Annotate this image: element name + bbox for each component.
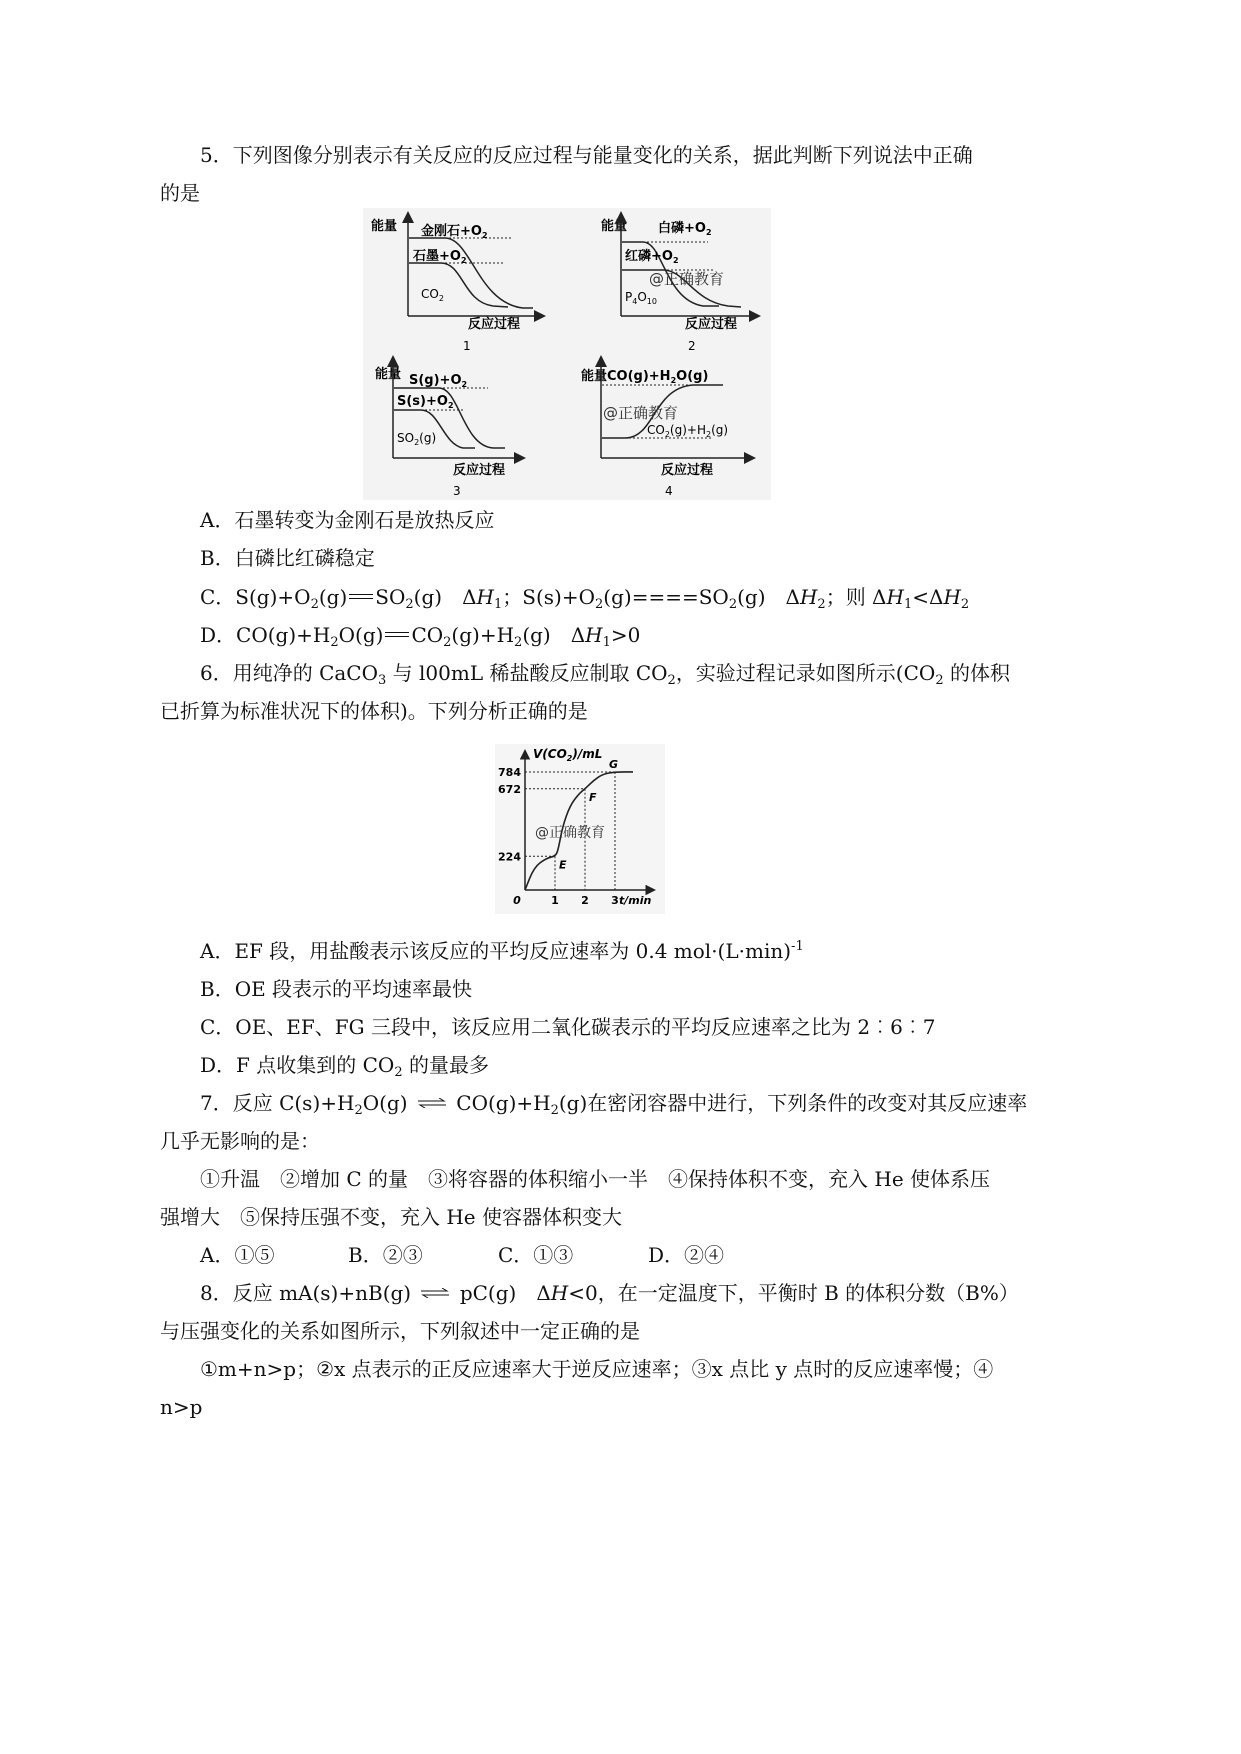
q5-stem-line2: 的是 xyxy=(160,181,200,205)
fig2-p4o10-label: $P_4O_{10}$ xyxy=(625,290,657,306)
fig1-process-label: 反应过程 xyxy=(468,317,521,332)
x-axis-title: t/min xyxy=(619,894,652,907)
fig4-process-label: 反应过程 xyxy=(661,463,714,478)
q6-option-a: A．EF 段，用盐酸表示该反应的平均反应速率为 0.4 $mol\cdot(L\cdot\min)^{-1}$ xyxy=(200,939,804,963)
fig4-reactants-label: $CO(g)+H_2O(g)$ xyxy=(607,369,709,385)
fig1-number: 1 xyxy=(463,339,471,353)
q5-option-c: C．$S(g)+O_2(g)$ $SO_2(g)$ $\Delta H_1$；$S(s)+O_2(g)====SO_2(g)$ $\Delta H_2$；则 $\Delta H_1<\Delta H_2$ xyxy=(200,585,970,612)
q6-stem-line2: 已折算为标准状况下的体积)。下列分析正确的是 xyxy=(160,699,588,723)
reversible-arrow-icon xyxy=(420,1288,450,1298)
fig3-ss-label: $S(s)+O_2$ xyxy=(397,394,454,410)
fig1-graphite-label: 石墨$+O_2$ xyxy=(413,249,467,265)
origin-label: 0 xyxy=(513,894,521,907)
point-label-e: E xyxy=(559,858,567,872)
chart-watermark: @正确教育 xyxy=(535,825,605,841)
q6-option-b: B．OE 段表示的平均速率最快 xyxy=(200,977,473,1001)
fig4-watermark: @正确教育 xyxy=(603,404,679,422)
q7-conditions-line1: ①升温 ②增加 C 的量 ③将容器的体积缩小一半 ④保持体积不变，充入 He 使体系压 xyxy=(200,1167,991,1191)
co2-volume-chart xyxy=(495,744,665,914)
equals-sign xyxy=(349,594,373,599)
fig2-white-p-label: 白磷$+O_2$ xyxy=(658,221,712,237)
q8-statements-line2: n>p xyxy=(160,1395,203,1419)
fig2-number: 2 xyxy=(688,339,696,353)
fig2-watermark: @正确教育 xyxy=(649,270,725,288)
fig2-process-label: 反应过程 xyxy=(685,317,738,332)
co2-volume-chart-svg xyxy=(495,744,665,914)
fig4-products-label: $CO_2(g)+H_2(g)$ xyxy=(647,423,729,439)
fig3-process-label: 反应过程 xyxy=(453,463,506,478)
q7-option-a: A．①⑤ xyxy=(200,1243,275,1267)
fig3-so2-label: $SO_2(g)$ xyxy=(397,431,437,447)
energy-diagram-1 xyxy=(371,214,543,353)
equals-sign xyxy=(385,632,409,637)
q7-option-c: C．①③ xyxy=(498,1243,574,1267)
q8-statements-line1: ①m+n>p；②x 点表示的正反应速率大于逆反应速率；③x 点比 y 点时的反应速率慢；④ xyxy=(200,1357,994,1381)
q5-option-d: D．$CO(g)+H_2O(g)$ $CO_2(g)+H_2(g)$ $\Delta H_1>0$ xyxy=(200,623,641,650)
x-tick-label: 2 xyxy=(581,894,589,907)
fig2-red-p-label: 红磷$+O_2$ xyxy=(625,249,679,265)
energy-diagram-4 xyxy=(581,358,753,498)
q6-stem-line1: 6．用纯净的 CaCO$_3$ 与 l00mL 稀盐酸反应制取 $CO_2$，实验过程记录如图所示($CO_2$ 的体积 xyxy=(200,661,1010,688)
fig4-number: 4 xyxy=(665,484,673,498)
q8-stem-line2: 与压强变化的关系如图所示，下列叙述中一定正确的是 xyxy=(160,1319,640,1343)
energy-diagrams-figure xyxy=(363,208,771,500)
x-tick-label: 1 xyxy=(551,894,559,907)
q6-option-d: D．F 点收集到的 $CO_2$ 的量最多 xyxy=(200,1053,489,1080)
chart-point-labels xyxy=(559,758,618,871)
q6-option-c: C．OE、EF、FG 三段中，该反应用二氧化碳表示的平均反应速率之比为 2︰6︰7 xyxy=(200,1015,936,1039)
y-tick-label: 672 xyxy=(498,782,521,796)
q5-option-a: A．石墨转变为金刚石是放热反应 xyxy=(200,508,495,532)
q7-conditions-line2: 强增大 ⑤保持压强不变，充入 He 使容器体积变大 xyxy=(160,1205,622,1229)
x-tick-label: 3 xyxy=(611,894,619,907)
fig2-energy-label: 能量 xyxy=(601,219,628,234)
energy-diagram-2 xyxy=(601,214,758,353)
q7-option-b: B．②③ xyxy=(348,1243,423,1267)
point-label-f: F xyxy=(589,790,597,804)
y-tick-label: 784 xyxy=(498,765,521,779)
fig3-energy-label: 能量 xyxy=(375,367,402,382)
fig4-energy-label: 能量 xyxy=(581,369,608,384)
fig1-co2-label: $CO_2$ xyxy=(421,287,444,303)
fig3-number: 3 xyxy=(453,484,461,498)
energy-diagram-3 xyxy=(375,358,523,498)
energy-diagrams-svg xyxy=(363,208,771,500)
q7-option-d: D．②④ xyxy=(648,1243,725,1267)
point-label-g: G xyxy=(609,757,619,771)
q7-stem-line2: 几乎无影响的是： xyxy=(160,1129,320,1153)
reversible-arrow-icon xyxy=(417,1098,447,1108)
y-tick-label: 224 xyxy=(498,850,521,864)
q7-stem-line1: 7．反应 $C(s)+H_2O(g)$ $CO(g)+H_2(g)$在密闭容器中进行，下列条件的改变对其反应速率 xyxy=(200,1091,1028,1118)
fig1-diamond-label: 金刚石$+O_2$ xyxy=(421,224,488,240)
q5-stem-line1: 5．下列图像分别表示有关反应的反应过程与能量变化的关系，据此判断下列说法中正确 xyxy=(200,143,973,167)
y-axis-title: $V(CO_2)/mL$ xyxy=(533,747,603,763)
fig1-energy-label: 能量 xyxy=(371,219,398,234)
q5-option-b: B．白磷比红磷稳定 xyxy=(200,546,375,570)
fig3-sg-label: $S(g)+O_2$ xyxy=(409,373,468,389)
chart-axes xyxy=(525,752,653,890)
q8-stem-line1: 8．反应 mA(s)+nB(g) pC(g) ΔH<0，在一定温度下，平衡时 B 的体积分数（B%） xyxy=(200,1281,1019,1305)
